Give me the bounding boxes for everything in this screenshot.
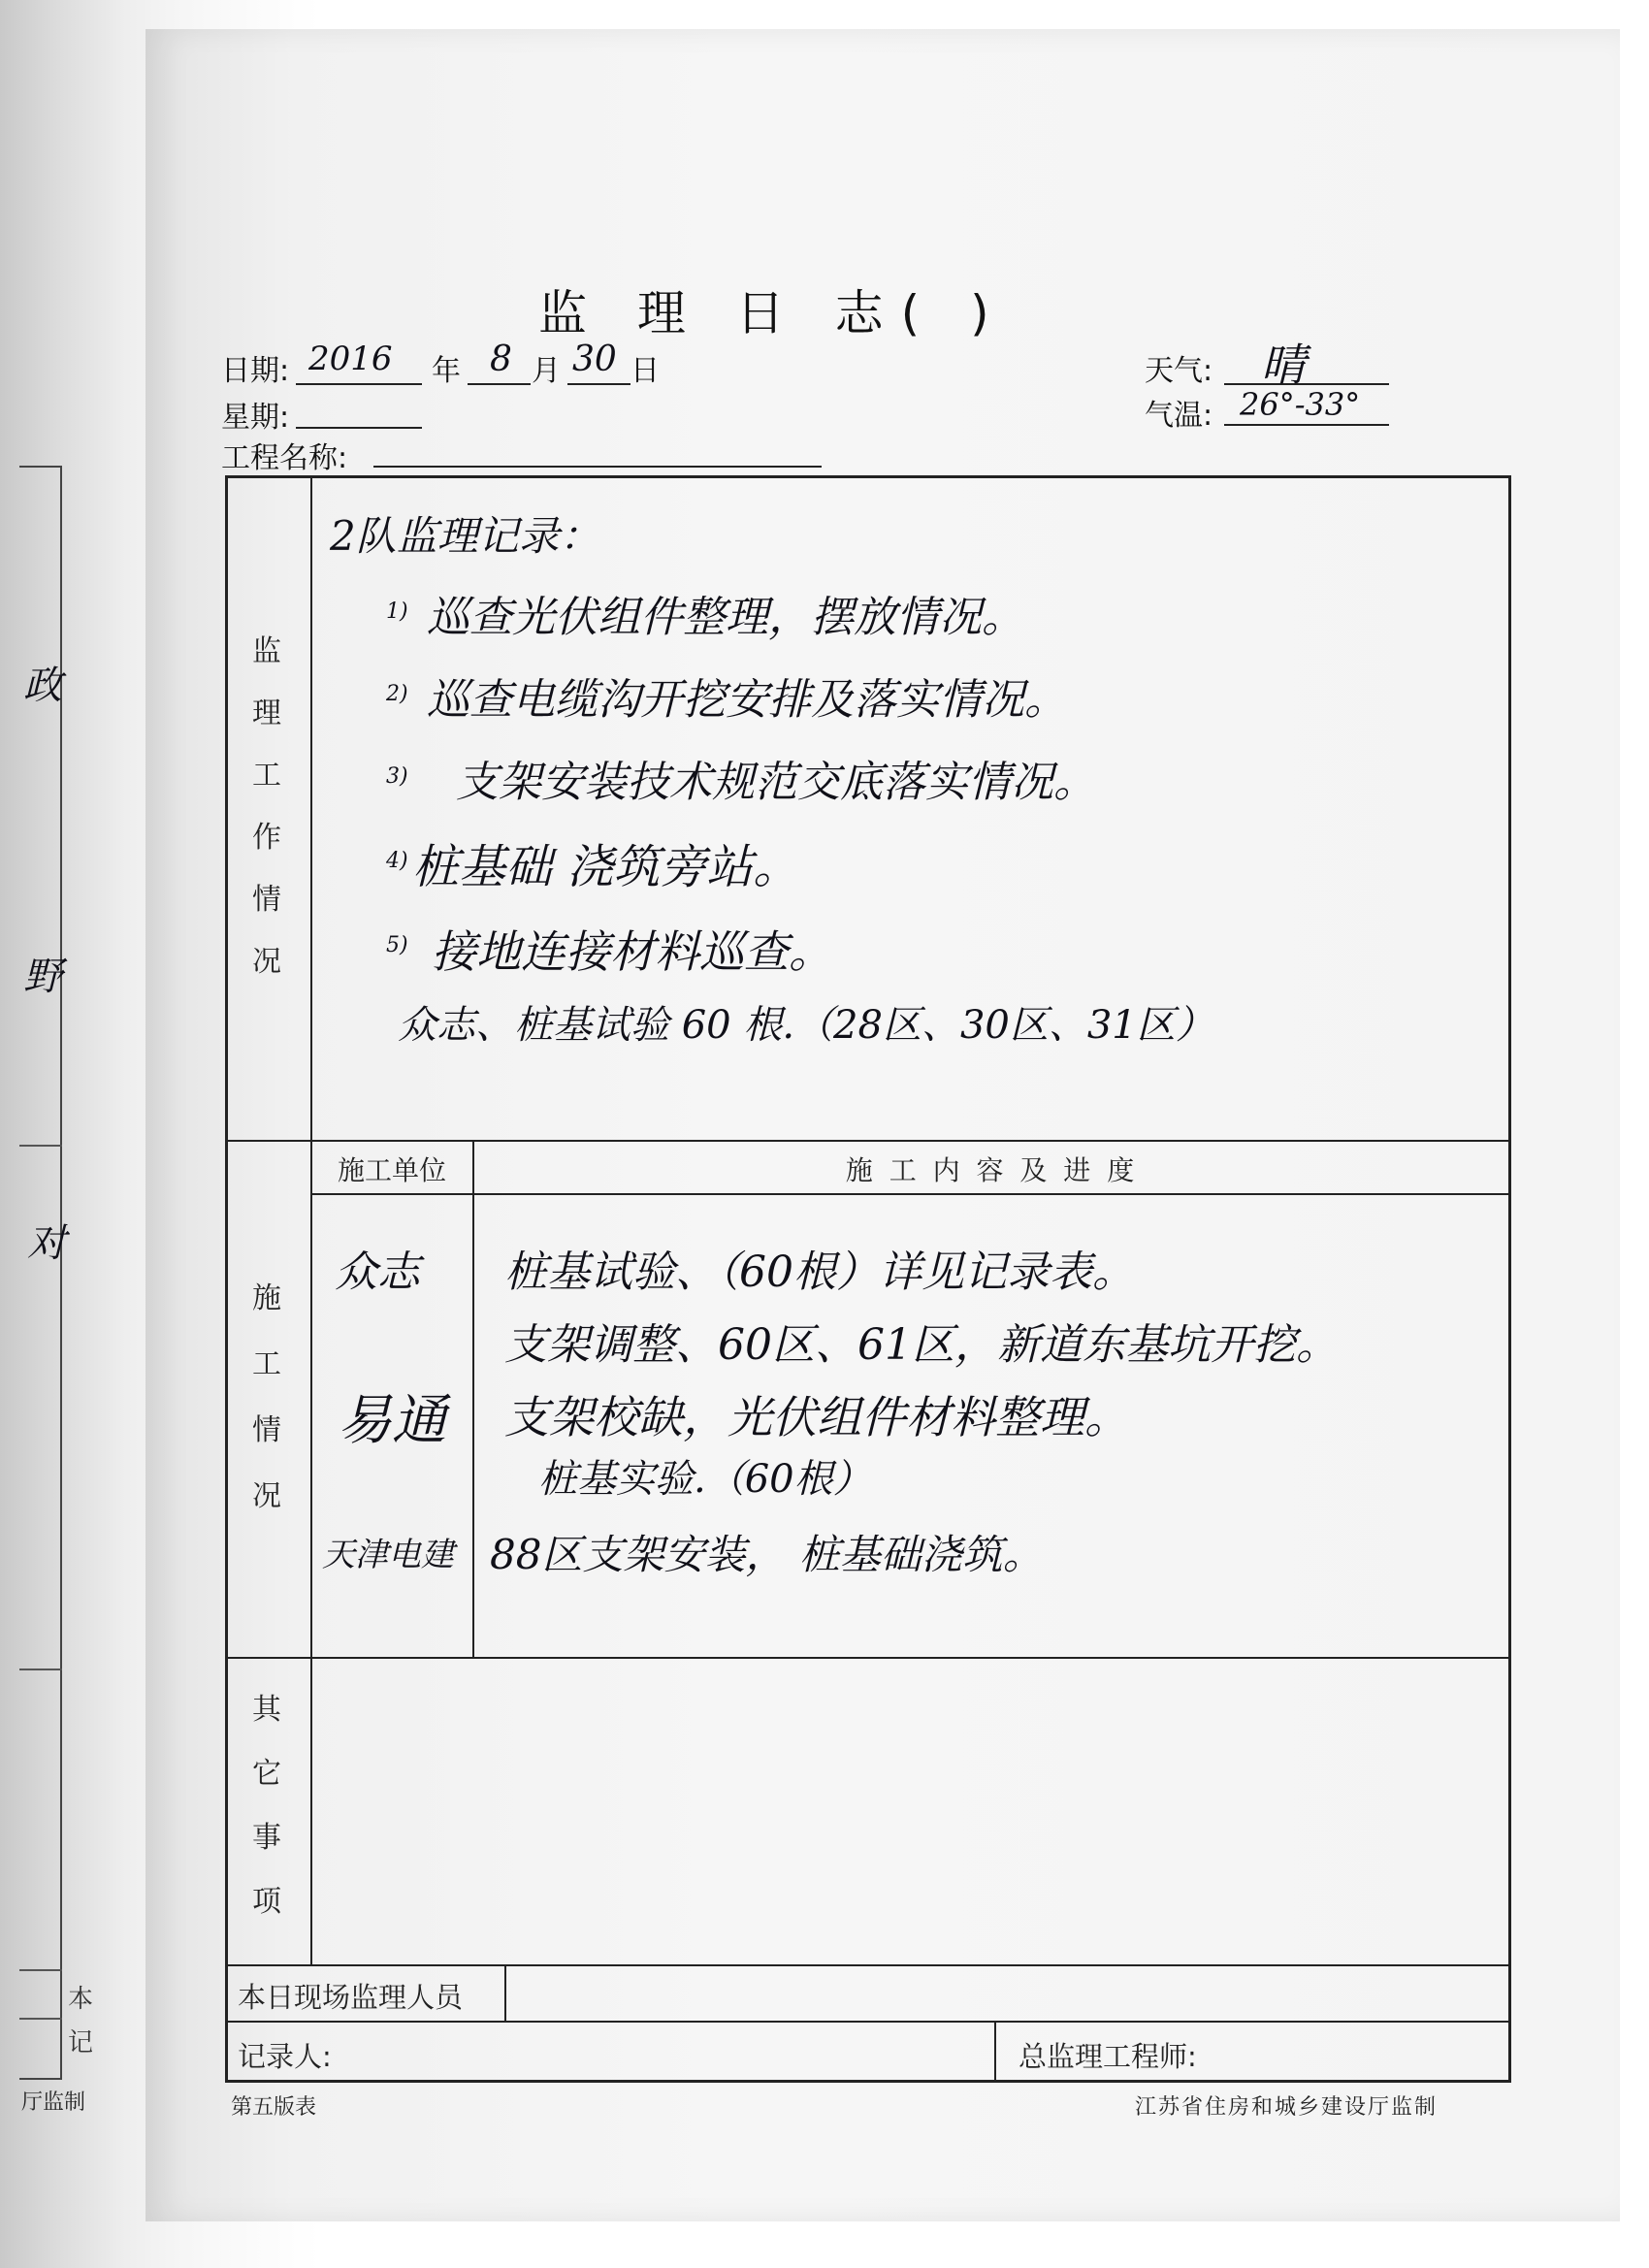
supervision-item: 巡查电缆沟开挖安排及落实情况。	[427, 675, 1067, 725]
construction-content-line: 支架校缺，光伏组件材料整理。	[504, 1391, 1129, 1443]
supervision-heading: 2队监理记录：	[330, 512, 600, 560]
date-label: 日期:	[221, 354, 290, 388]
construction-content-line: 桩基实验.（60根）	[538, 1457, 872, 1502]
label-column-divider	[310, 475, 312, 1964]
previous-page-text: 野	[23, 955, 62, 999]
supervision-item: 巡查光伏组件整理，摆放情况。	[427, 593, 1024, 642]
temperature-label: 气温:	[1145, 399, 1213, 433]
previous-page-line	[19, 2018, 62, 2020]
unit-column-divider	[472, 1140, 474, 1657]
supervision-item-number: 4)	[386, 849, 408, 873]
supervision-item: 桩基础 浇筑旁站。	[412, 840, 800, 894]
previous-page-text: 政	[23, 664, 62, 708]
date-year-underline	[296, 383, 422, 385]
construction-unit: 众志	[335, 1247, 420, 1297]
weekday-label: 星期:	[221, 401, 290, 435]
supervision-item-number: 5)	[386, 933, 408, 957]
weather-underline	[1224, 383, 1389, 385]
supervision-item-number: 3)	[386, 764, 408, 789]
supervision-row-divider	[225, 1140, 1511, 1142]
staff-label-divider	[504, 1964, 506, 2021]
project-label: 工程名称:	[221, 441, 348, 475]
temperature-underline	[1224, 424, 1389, 426]
date-month-value: 8	[490, 340, 512, 379]
supervision-item: 接地连接材料巡查。	[432, 925, 833, 978]
month-label: 月	[532, 354, 561, 388]
project-underline	[373, 466, 822, 468]
previous-page-text: 本	[68, 1985, 94, 2014]
construction-header-divider	[310, 1193, 1511, 1195]
previous-page-line	[19, 1969, 62, 1971]
previous-page-line	[19, 1669, 62, 1670]
supervision-item: 支架安装技术规范交底落实情况。	[456, 758, 1096, 807]
date-day-underline	[567, 383, 630, 385]
weather-value: 晴	[1261, 339, 1306, 391]
construction-content-line: 桩基试验、（60根）详见记录表。	[504, 1247, 1135, 1297]
recorder-label: 记录人:	[238, 2040, 332, 2073]
edition-note: 第五版表	[231, 2095, 317, 2120]
chief-engineer-label: 总监理工程师:	[1018, 2040, 1197, 2073]
construction-section-label: 施 工 情 况	[252, 1281, 281, 1513]
previous-page-footer: 厅监制	[21, 2090, 86, 2115]
date-day-value: 30	[572, 340, 617, 379]
date-year-value: 2016	[308, 340, 393, 378]
supervision-item: 众志、桩基试验 60 根.（28区、30区、31区）	[398, 1003, 1214, 1048]
construction-unit: 易通	[338, 1389, 446, 1452]
page-title: 监 理 日 志( )	[538, 285, 1007, 341]
date-month-underline	[468, 383, 531, 385]
chief-column-divider	[994, 2021, 996, 2083]
temperature-value: 26°-33°	[1240, 386, 1361, 423]
staff-label: 本日现场监理人员	[238, 1981, 464, 2014]
staff-row-divider	[225, 2021, 1511, 2023]
construction-row-divider	[225, 1657, 1511, 1659]
weather-label: 天气:	[1145, 354, 1213, 388]
construction-unit: 天津电建	[322, 1536, 454, 1574]
year-label: 年	[432, 354, 461, 388]
previous-page-text: 记	[68, 2028, 94, 2057]
day-label: 日	[630, 354, 660, 388]
content-column-header: 施 工 内 容 及 进 度	[845, 1154, 1139, 1186]
issuer-note: 江苏省住房和城乡建设厅监制	[1135, 2095, 1439, 2120]
unit-column-header: 施工单位	[337, 1154, 446, 1186]
supervision-item-number: 2)	[386, 682, 408, 706]
previous-page-text: 对	[27, 1221, 66, 1266]
weekday-underline	[296, 427, 422, 429]
construction-content-line: 88区支架安装， 桩基础浇筑。	[490, 1531, 1044, 1578]
other-row-divider	[225, 1964, 1511, 1966]
construction-content-line: 支架调整、60区、61区，新道东基坑开挖。	[504, 1320, 1339, 1370]
other-section-label: 其 它 事 项	[252, 1693, 281, 1919]
previous-page-line	[19, 1145, 62, 1147]
supervision-item-number: 1)	[386, 599, 408, 624]
supervision-section-label: 监 理 工 作 情 况	[252, 634, 281, 979]
